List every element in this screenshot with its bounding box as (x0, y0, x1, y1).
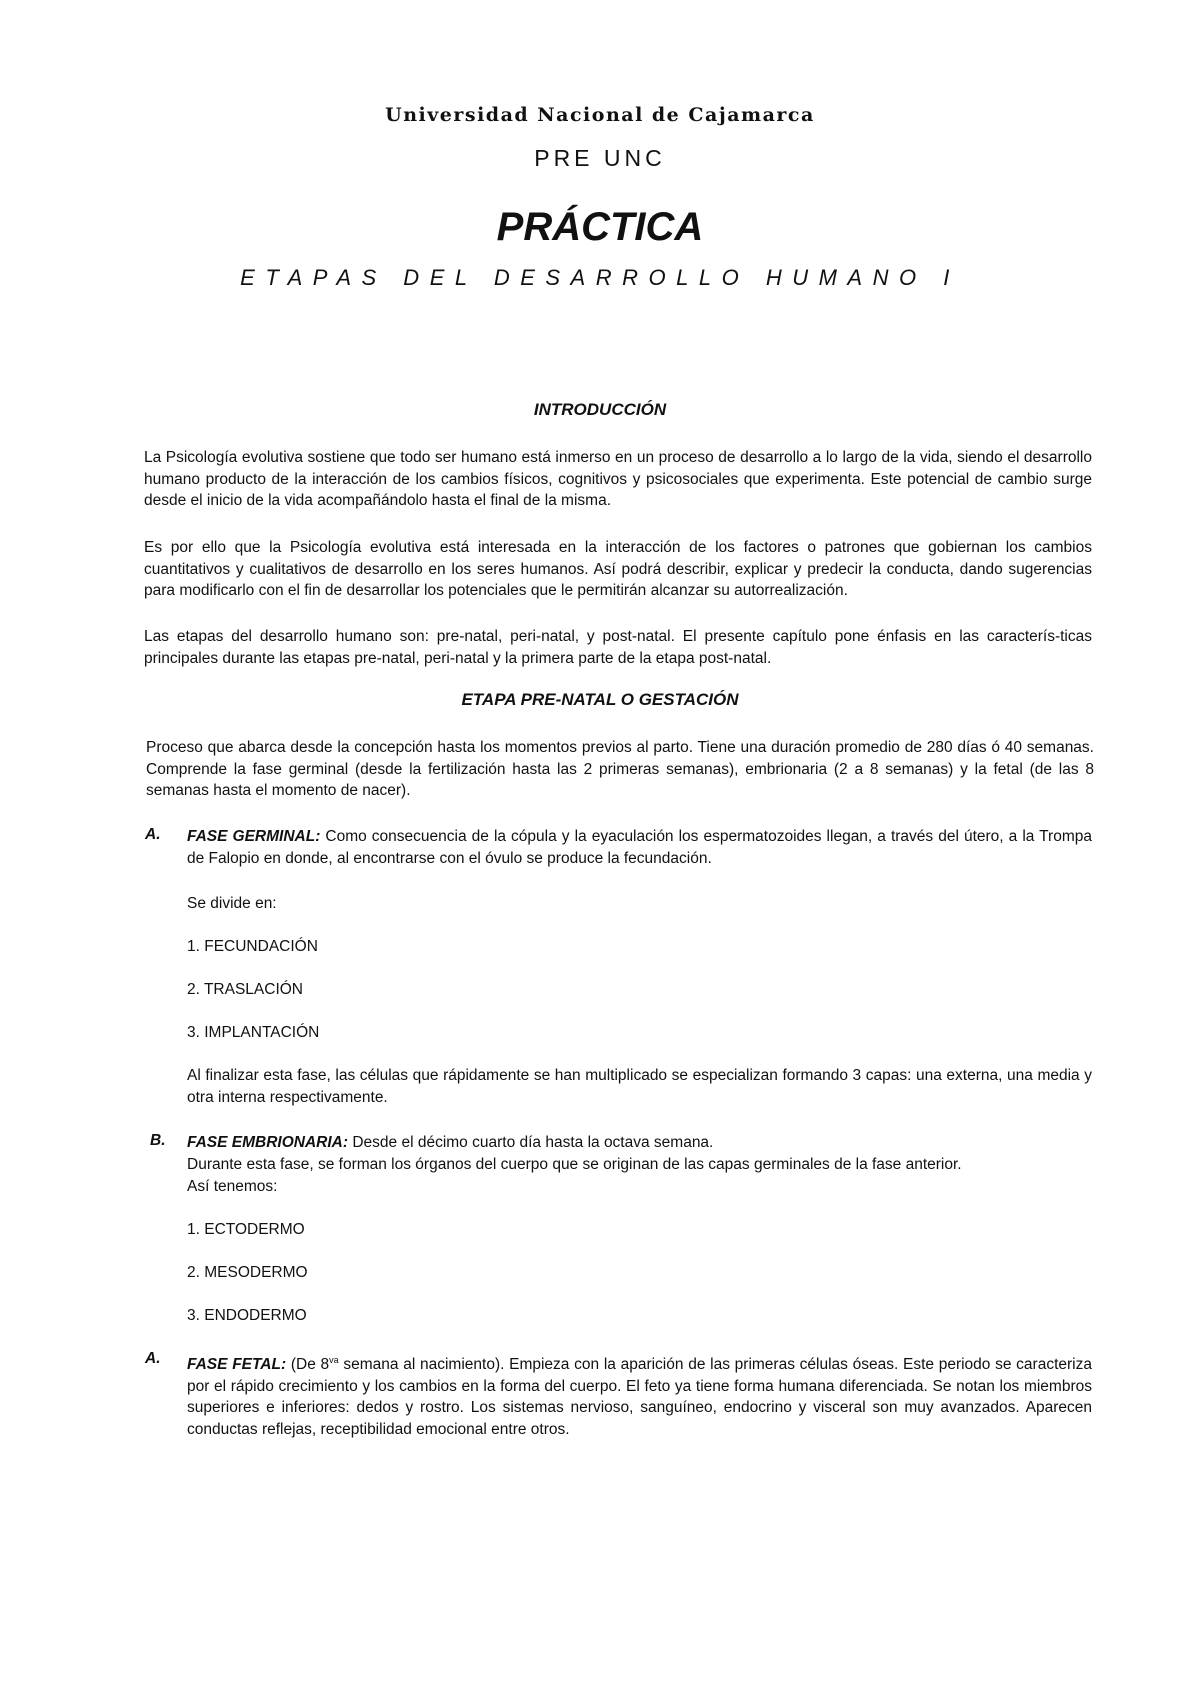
program-name: PRE UNC (534, 145, 666, 171)
prenatal-heading: ETAPA PRE-NATAL O GESTACIÓN (461, 690, 739, 709)
embrionaria-title: FASE EMBRIONARIA: (187, 1134, 349, 1151)
embrionaria-item-1: 1. ECTODERMO (187, 1221, 305, 1238)
embrionaria-text: Desde el décimo cuarto día hasta la octava semana. (348, 1134, 714, 1151)
germinal-title: FASE GERMINAL: (187, 828, 321, 845)
intro-paragraph-3: Las etapas del desarrollo humano son: pre-natal, peri-natal, y post-natal. El presente capítulo pone énfasis en las caracterís-ticas principales durante las etapas pre-natal, peri-natal y la primera parte de la etapa post-natal. (144, 628, 1092, 667)
germinal-divide-label: Se divide en: (187, 895, 277, 912)
fetal-text-b: semana al nacimiento). Empieza con la aparición de las primeras células óseas. Este periodo se caracteriza por el rápido crecimiento y los cambios en la forma del cuerpo. El feto ya tiene forma humana diferenciada. Se notan los miembros superiores e inferiores: dedos y rostro. Los sistemas nervioso, sanguíneo, endocrino y visceral son muy avanzados. Aparecen conductas reflejas, receptibilidad emocional entre otros. (187, 1356, 1092, 1438)
fetal-letter: A. (145, 1350, 161, 1367)
page-title: PRÁCTICA (496, 205, 704, 249)
intro-paragraph-1: La Psicología evolutiva sostiene que todo ser humano está inmerso en un proceso de desarrollo a lo largo de la vida, siendo el desarrollo humano producto de la interacción de los cambios físicos, cognitivos y psicosociales que experimenta. Este potencial de cambio surge desde el inicio de la vida acompañándolo hasta el final de la misma. (144, 449, 1092, 509)
fetal-section (187, 1350, 1092, 1440)
germinal-closing: Al finalizar esta fase, las células que rápidamente se han multiplicado se especializan formando 3 capas: una externa, una media y otra interna respectivamente. (187, 1067, 1092, 1106)
germinal-item-2: 2. TRASLACIÓN (187, 981, 304, 998)
germinal-section (187, 826, 1092, 869)
page-subtitle: ETAPAS DEL DESARROLLO HUMANO I (240, 265, 960, 290)
fetal-title: FASE FETAL: (187, 1356, 287, 1374)
fetal-text-a: (De 8 (286, 1356, 330, 1374)
embrionaria-line-3: Así tenemos: (187, 1178, 278, 1195)
germinal-text: Como consecuencia de la cópula y la eyaculación los espermatozoides llegan, a través del útero, a la Trompa de Falopio en donde, al encontrarse con el óvulo se produce la fecundación. (187, 828, 1092, 867)
germinal-item-3: 3. IMPLANTACIÓN (187, 1024, 320, 1041)
intro-paragraph-2: Es por ello que la Psicología evolutiva está interesada en la interacción de los factores o patrones que gobiernan los cambios cuantitativos y cualitativos de desarrollo en los seres humanos. Así podrá describir, explicar y predecir la conducta, dando sugerencias para modificarlo con el fin de desarrollar los potenciales que le permitirán alcanzar su autorrealización. (144, 539, 1092, 599)
germinal-letter: A. (145, 826, 161, 843)
embrionaria-section (187, 1132, 1092, 1154)
embrionaria-letter: B. (150, 1132, 166, 1149)
embrionaria-line-2: Durante esta fase, se forman los órganos del cuerpo que se originan de las capas germinales de la fase anterior. (187, 1156, 962, 1173)
prenatal-paragraph: Proceso que abarca desde la concepción hasta los momentos previos al parto. Tiene una duración promedio de 280 días ó 40 semanas. Comprende la fase germinal (desde la fertilización hasta las 2 primeras semanas), embrionaria (2 a 8 semanas) y la fetal (de las 8 semanas hasta el momento de nacer). (146, 739, 1094, 799)
germinal-item-1: 1. FECUNDACIÓN (187, 938, 318, 955)
university-name: Universidad Nacional de Cajamarca (385, 104, 815, 126)
fetal-superscript: va (329, 1355, 339, 1365)
embrionaria-item-3: 3. ENDODERMO (187, 1307, 307, 1324)
embrionaria-item-2: 2. MESODERMO (187, 1264, 308, 1281)
intro-heading: INTRODUCCIÓN (533, 400, 667, 419)
